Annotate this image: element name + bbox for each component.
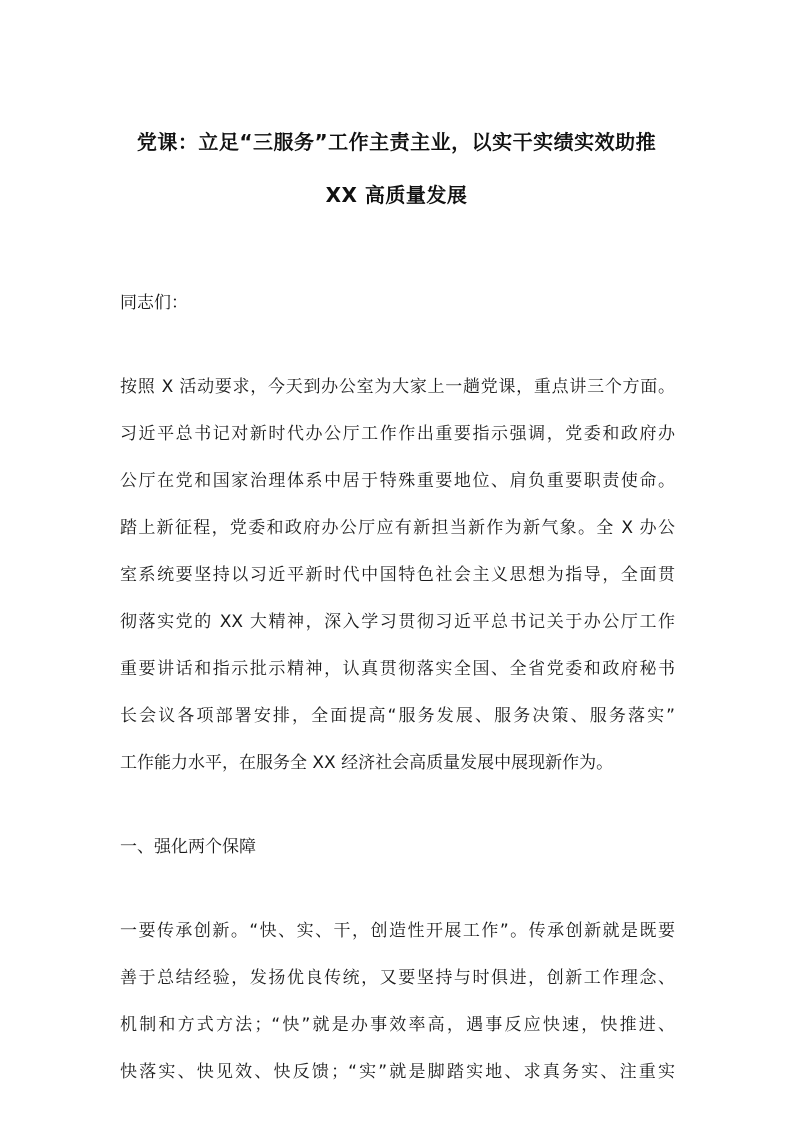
intro-line: 踏上新征程，党委和政府办公厅应有新担当新作为新气象。全 X 办公	[120, 518, 675, 538]
intro-line: 长会议各项部署安排，全面提高“服务发展、服务决策、服务落实”	[120, 706, 675, 726]
section-line: 一要传承创新。“快、实、干，创造性开展工作”。传承创新就是既要	[120, 921, 675, 941]
intro-line: 彻落实党的 XX 大精神，深入学习贯彻习近平总书记关于办公厅工作	[120, 612, 675, 632]
document-title-line-1: 党课：立足“三服务”工作主责主业，以实干实绩实效助推	[136, 130, 657, 154]
intro-line: 室系统要坚持以习近平新时代中国特色社会主义思想为指导，全面贯	[120, 565, 675, 585]
salutation: 同志们：	[120, 293, 188, 313]
section-line: 机制和方式方法；“快”就是办事效率高，遇事反应快速，快推进、	[120, 1015, 675, 1035]
section-heading: 一、强化两个保障	[120, 837, 256, 857]
intro-line: 公厅在党和国家治理体系中居于特殊重要地位、肩负重要职责使命。	[120, 471, 675, 491]
intro-line: 习近平总书记对新时代办公厅工作作出重要指示强调，党委和政府办	[120, 424, 675, 444]
section-line: 快落实、快见效、快反馈；“实”就是脚踏实地、求真务实、注重实	[120, 1062, 675, 1082]
document-title-line-2: XX 高质量发展	[325, 183, 468, 207]
intro-line: 重要讲话和指示批示精神，认真贯彻落实全国、全省党委和政府秘书	[120, 659, 675, 679]
intro-line: 按照 X 活动要求，今天到办公室为大家上一趟党课，重点讲三个方面。	[120, 377, 675, 397]
intro-line: 工作能力水平，在服务全 XX 经济社会高质量发展中展现新作为。	[120, 753, 614, 773]
section-line: 善于总结经验，发扬优良传统，又要坚持与时俱进，创新工作理念、	[120, 968, 675, 988]
